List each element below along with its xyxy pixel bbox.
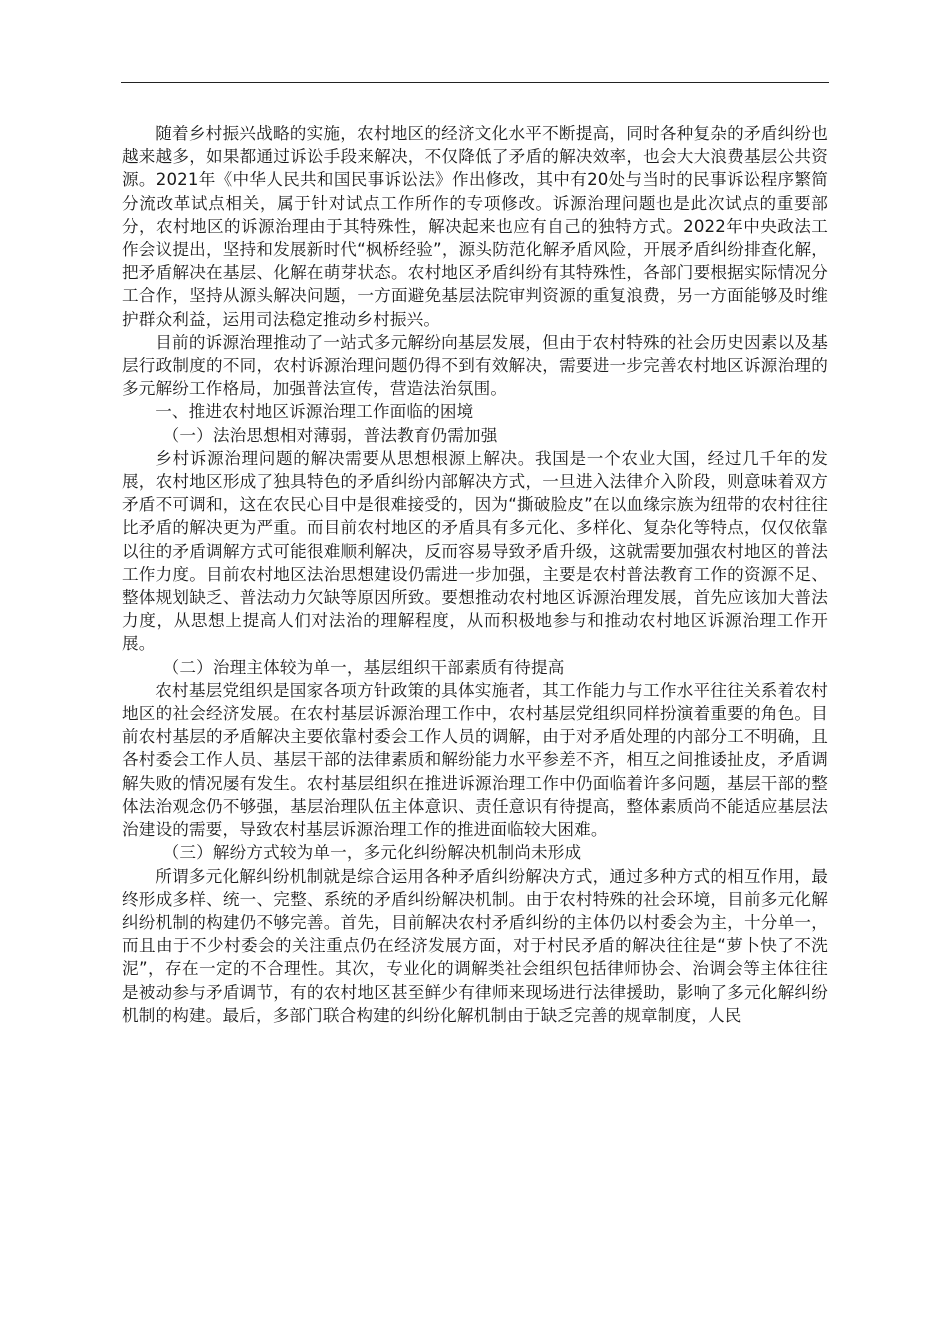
header-rule (121, 82, 829, 83)
section-heading-1: 一、推进农村地区诉源治理工作面临的困境 (155, 402, 474, 422)
subsection-heading-1: （一）法治思想相对薄弱，普法教育仍需加强 (162, 425, 498, 445)
paragraph-dispute-mechanism: 所谓多元化解纠纷机制就是综合运用各种矛盾纠纷解决方式，通过多种方式的相互作用，最终形成多样、统一、完整、系统的矛盾纠纷解决机制。由于农村特殊的社会环境，目前多元化解纠纷机制的构建仍不够完善。首先，目前解决农村矛盾纠纷的主体仍以村委会为主，十分单一，而且由于不少村委会的关注重点仍在经济发展方面，对于村民矛盾的解决往往是“萝卜快了不洗泥”，存在一定的不合理性。其次，专业化的调解类社会组织包括律师协会、治调会等主体往往是被动参与矛盾调节，有的农村地区甚至鲜少有律师来现场进行法律援助，影响了多元化解纠纷机制的构建。最后，多部门联合构建的纠纷化解机制由于缺乏完善的规章制度，人民 (122, 866, 828, 1025)
paragraph-governance-subject: 农村基层党组织是国家各项方针政策的具体实施者，其工作能力与工作水平往往关系着农村地区的社会经济发展。在农村基层诉源治理工作中，农村基层党组织同样扮演着重要的角色。目前农村基层的矛盾解决主要依靠村委会工作人员的调解，由于对矛盾处理的内部分工不明确，且各村委会工作人员、基层干部的法律素质和解纷能力水平参差不齐，相互之间推诿扯皮，矛盾调解失败的情况屡有发生。农村基层组织在推进诉源治理工作中仍面临着许多问题，基层干部的整体法治观念仍不够强，基层治理队伍主体意识、责任意识有待提高，整体素质尚不能适应基层法治建设的需要，导致农村基层诉源治理工作的推进面临较大困难。 (122, 680, 828, 840)
subsection-heading-3: （三）解纷方式较为单一，多元化纠纷解决机制尚未形成 (162, 843, 582, 863)
paragraph-current-status: 目前的诉源治理推动了一站式多元解纷向基层发展，但由于农村特殊的社会历史因素以及基层行政制度的不同，农村诉源治理问题仍得不到有效解决，需要进一步完善农村地区诉源治理的多元解纷工作格局，加强普法宣传，营造法治氛围。 (122, 332, 828, 399)
document-body (122, 122, 828, 1027)
subsection-heading-2: （二）治理主体较为单一，基层组织干部素质有待提高 (162, 657, 565, 677)
paragraph-intro: 随着乡村振兴战略的实施，农村地区的经济文化水平不断提高，同时各种复杂的矛盾纠纷也越来越多，如果都通过诉讼手段来解决，不仅降低了矛盾的解决效率，也会大大浪费基层公共资源。2021年《中华人民共和国民事诉讼法》作出修改，其中有20处与当时的民事诉讼程序繁简分流改革试点相关，属于针对试点工作所作的专项修改。诉源治理问题也是此次试点的重要部分，农村地区的诉源治理由于其特殊性，解决起来也应有自己的独特方式。2022年中央政法工作会议提出，坚持和发展新时代“枫桥经验”，源头防范化解矛盾风险，开展矛盾纠纷排查化解，把矛盾解决在基层、化解在萌芽状态。农村地区矛盾纠纷有其特殊性，各部门要根据实际情况分工合作，坚持从源头解决问题，一方面避免基层法院审判资源的重复浪费，另一方面能够及时维护群众利益，运用司法稳定推动乡村振兴。 (122, 124, 828, 329)
paragraph-legal-education: 乡村诉源治理问题的解决需要从思想根源上解决。我国是一个农业大国，经过几千年的发展，农村地区形成了独具特色的矛盾纠纷内部解决方式，一旦进入法律介入阶段，则意味着双方矛盾不可调和，这在农民心目中是很难接受的，因为“撕破脸皮”在以血缘宗族为纽带的农村往往比矛盾的解决更为严重。而目前农村地区的矛盾具有多元化、多样化、复杂化等特点，仅仅依靠以往的矛盾调解方式可能很难顺利解决，反而容易导致矛盾升级，这就需要加强农村地区的普法工作力度。目前农村地区法治思想建设仍需进一步加强，主要是农村普法教育工作的资源不足、整体规划缺乏、普法动力欠缺等原因所致。要想推动农村地区诉源治理发展，首先应该加大普法力度，从思想上提高人们对法治的理解程度，从而积极地参与和推动农村地区诉源治理工作开展。 (122, 448, 828, 654)
